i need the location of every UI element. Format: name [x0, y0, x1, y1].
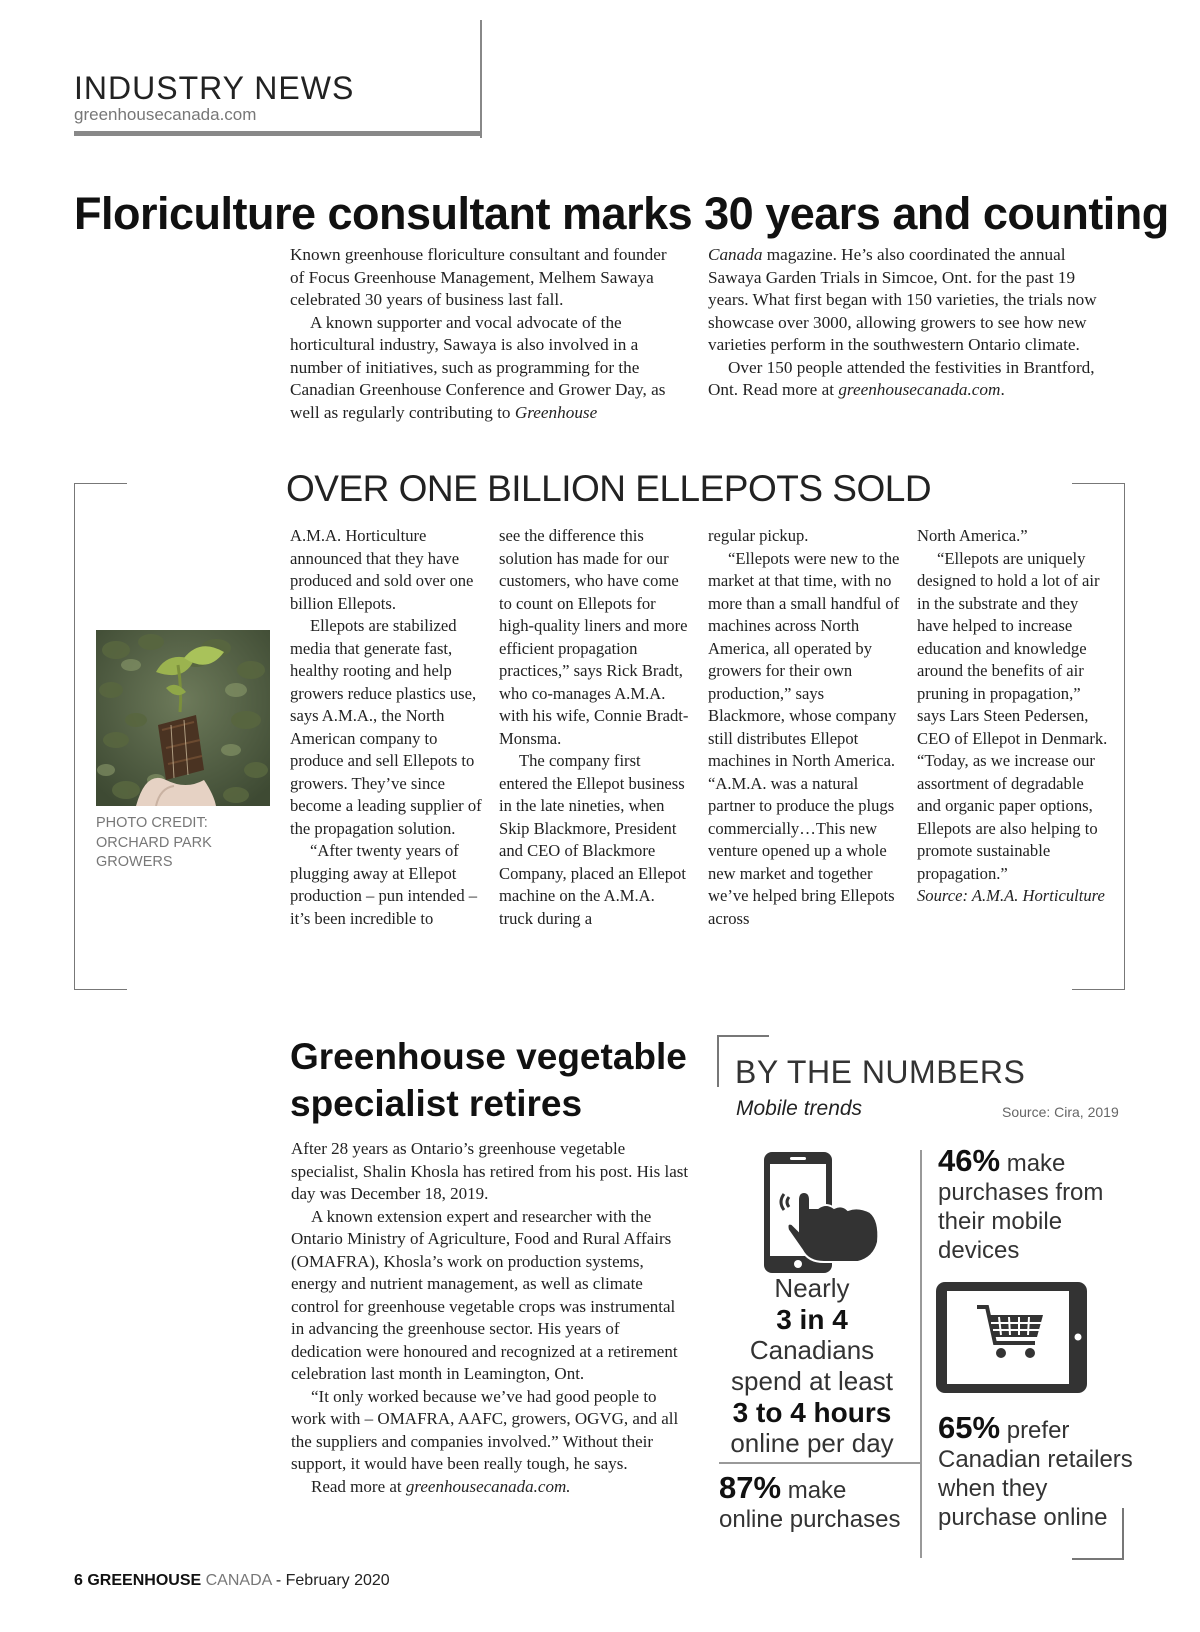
stat-percent: 65% — [938, 1410, 1001, 1445]
article-2-paragraph: “Ellepots were new to the market at that time, with no more than a small handful of machines across North America, all operated by growers for their own production,” says Blackmore, whose company still distributes Ellepot machines in North America. “A.M.A. was a natural partner to produce the plugs commercially…This new venture opened up a whole new market and together we’ve helped bring Ellepots across — [708, 548, 900, 928]
article-2-paragraph: see the difference this solution has made for our customers, who have come to count on Ellepots for high-quality liners and more efficient propagation practices,” says Rick Bradt, who co-manages A.M.A. with his wife, Connie Bradt-Monsma. — [499, 526, 689, 748]
photo-credit-line: PHOTO CREDIT: — [96, 815, 208, 831]
article-2-paragraph: Ellepots are stabilized media that generate fast, healthy rooting and help growers reduce plastics use, says A.M.A., the North American company to produce and sell Ellepots to growers. They’ve since become a leading supplier of the propagation solution. — [290, 616, 482, 838]
article-3-paragraph: “It only worked because we’ve had good people to work with – OMAFRA, AAFC, growers, OGVG, and all the suppliers and companies involved.” Without their support, it would have been really tough, he says. — [291, 1386, 679, 1473]
numbers-corner-rule — [717, 1035, 769, 1037]
numbers-divider-vertical — [920, 1150, 922, 1558]
article-1-text: A known supporter and vocal advocate of the horticultural industry, Sawaya is also involved in a number of initiatives, such as programming for the Canadian Greenhouse Conference and Grower Day, as well as regularly contributing to — [290, 312, 666, 422]
article-2-headline: OVER ONE BILLION ELLEPOTS SOLD — [286, 468, 932, 509]
numbers-subtitle: Mobile trends — [736, 1097, 863, 1120]
ellepot-plant-image — [96, 630, 270, 806]
photo-credit-line: ORCHARD PARK — [96, 834, 212, 851]
article-1-text: . — [1000, 380, 1005, 399]
article-2-column-2 — [499, 525, 691, 930]
publication-name-light: CANADA — [205, 1572, 272, 1589]
article-2-column-3 — [708, 525, 900, 930]
article-1-paragraph: Known greenhouse floriculture consultant and founder of Focus Greenhouse Management, Melhem Sawaya celebrated 30 years of business last fall. — [290, 245, 667, 309]
article-1-paragraph — [708, 244, 1118, 357]
article-1-italic-text: Greenhouse — [514, 402, 598, 422]
stat-text: spend at least — [731, 1366, 893, 1396]
article-2-source: Source: A.M.A. Horticulture — [917, 886, 1105, 905]
stat-text: online per day — [730, 1428, 894, 1458]
tablet-shopping-cart-icon — [935, 1281, 1088, 1394]
stat-text: purchases from their mobile devices — [938, 1179, 1104, 1264]
article-3-text: Read more at — [311, 1476, 406, 1496]
stat-mobile-purchases — [938, 1143, 1138, 1265]
article-2-paragraph: A.M.A. Horticulture announced that they have produced and sold over one billion Ellepots. — [290, 526, 474, 613]
article-2-column-1 — [290, 525, 482, 930]
article-1-link-text: greenhousecanada.com — [838, 380, 1001, 399]
article-2-paragraph: regular pickup. — [708, 526, 809, 545]
photo-credit-line: GROWERS — [96, 854, 173, 870]
article-2-paragraph: “After twenty years of plugging away at Ellepot production – pun intended – it’s been incredible to — [290, 841, 478, 928]
article-2-paragraph: The company first entered the Ellepot business in the late nineties, when Skip Blackmore, President and CEO of Blackmore Company, placed an Ellepot machine on the A.M.A. truck during a — [499, 751, 686, 928]
header-horizontal-rule — [74, 131, 480, 136]
article-3-paragraph: A known extension expert and researcher with the Ontario Ministry of Agriculture, Food and Rural Affairs (OMAFRA), Khosla’s work on production systems, energy and nutrient management, as well as climate control for greenhouse vegetable crops was instrumental in advancing the greenhouse sector. His years of dedication were honoured and recognized at a retirement celebration last month in Leamington, Ont. — [291, 1206, 678, 1383]
article-1-paragraph — [708, 357, 1118, 402]
stat-online-purchases — [719, 1470, 919, 1534]
issue-date: - February 2020 — [271, 1572, 390, 1589]
stat-percent: 46% — [938, 1143, 1001, 1178]
section-label: INDUSTRY NEWS — [74, 70, 355, 106]
numbers-corner-rule — [1072, 1558, 1124, 1560]
ellepot-photo — [96, 630, 270, 806]
stat-text: Canadian retailers when they purchase online — [938, 1446, 1133, 1531]
article-2-paragraph: “Ellepots are uniquely designed to hold a lot of air in the substrate and they have helped to increase education and knowledge around the benefits of air pruning in propagation,” says Lars Steen Pedersen, CEO of Ellepot in Denmark. “Today, as we increase our assortment of degradable and organic paper options, Ellepots are also helping to promote sustainable propagation.” — [917, 548, 1108, 883]
site-url: greenhousecanada.com — [74, 105, 257, 124]
article-3-headline: Greenhouse vegetable specialist retires — [290, 1036, 687, 1124]
numbers-corner-rule — [717, 1035, 719, 1087]
article-3-paragraph — [291, 1476, 691, 1499]
page-number: 6 — [74, 1572, 83, 1589]
article-3-link-text: greenhousecanada.com. — [405, 1476, 571, 1496]
stat-text: Canadians — [749, 1335, 875, 1365]
numbers-title: BY THE NUMBERS — [735, 1054, 1026, 1090]
article-1-text: magazine. He’s also coordinated the annual Sawaya Garden Trials in Simcoe, Ont. for the past 19 years. What first began with 150 varieties, the trials now showcase over 3000, allowing growers to see how new varieties perform in the southwestern Ontario climate. — [708, 245, 1097, 354]
stat-text: prefer — [1000, 1417, 1070, 1444]
photo-credit — [96, 814, 212, 873]
article-1-paragraph — [290, 312, 685, 425]
article-3-body — [291, 1138, 691, 1498]
stat-time-online — [722, 1273, 902, 1459]
stat-figure: 3 in 4 — [776, 1304, 848, 1335]
article-1-column-2 — [708, 244, 1118, 402]
stat-text: Nearly — [774, 1273, 850, 1303]
numbers-source: Source: Cira, 2019 — [1002, 1104, 1119, 1120]
stat-text: make — [1000, 1150, 1066, 1177]
article-1-italic-text: Canada — [708, 245, 763, 264]
article-1-headline: Floriculture consultant marks 30 years and counting — [74, 188, 1169, 239]
stat-text: make — [781, 1477, 847, 1504]
numbers-divider-horizontal — [719, 1462, 920, 1464]
article-1-column-1 — [290, 244, 685, 424]
stat-percent: 87% — [719, 1470, 782, 1505]
smartphone-touch-icon — [762, 1150, 882, 1275]
stat-canadian-retailers — [938, 1410, 1148, 1532]
article-3-paragraph: After 28 years as Ontario’s greenhouse vegetable specialist, Shalin Khosla has retired from his post. His last day was December 18, 2019. — [291, 1139, 689, 1203]
publication-name: GREENHOUSE — [87, 1572, 202, 1589]
article-2-column-4 — [917, 525, 1109, 908]
page-footer — [74, 1572, 390, 1590]
stat-figure: 3 to 4 hours — [732, 1397, 892, 1428]
article-2-paragraph: North America.” — [917, 526, 1028, 545]
article-1-text: Over 150 people attended the festivities in Brantford, Ont. Read more at — [708, 357, 1095, 399]
stat-text: online purchases — [719, 1506, 901, 1533]
header-vertical-rule — [480, 20, 482, 138]
